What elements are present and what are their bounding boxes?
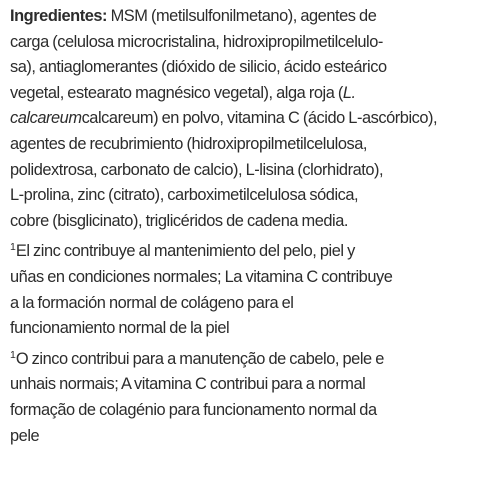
ingredients-line-2: carga (celulosa microcristalina, hidroxipropilmetilcelulo- — [10, 32, 383, 51]
ingredients-line-6: agentes de recubrimiento (hidroxipropilmetilcelulosa, — [10, 134, 367, 153]
claim-es-line-3: a la formación normal de colágeno para el — [10, 293, 294, 312]
claim-es-line-2: uñas en condiciones normales; La vitamina C contribuye — [10, 267, 393, 286]
ingredients-text: vegetal, estearato magnésico vegetal), alga roja ( — [10, 83, 343, 102]
footnote-marker: 1 — [10, 241, 16, 254]
claim-pt-line-2: unhais normais; A vitamina C contribui para a normal — [10, 375, 366, 394]
claim-es-line-1 — [10, 239, 496, 265]
ingredients-label: Ingredientes: — [10, 7, 108, 25]
ingredients-paragraph — [10, 4, 496, 234]
claim-pt-line-1 — [10, 347, 496, 373]
claim-pt-line-3: formação de colagénio para funcionamento normal da — [10, 400, 377, 419]
ingredients-line-8: L-prolina, zinc (citrato), carboximetilcelulosa sódica, — [10, 186, 359, 205]
ingredients-line-4 — [10, 81, 496, 107]
claim-spanish-paragraph — [10, 239, 496, 341]
ingredients-text: calcareum) en polvo, vitamina C (ácido L-ascórbico), — [81, 109, 438, 128]
ingredients-line-3: sa), antiaglomerantes (dióxido de silicio, ácido esteárico — [10, 58, 387, 77]
ingredients-text: MSM (metilsulfonilmetano), agentes de — [107, 7, 377, 25]
species-name-italic: L. — [342, 83, 356, 102]
footnote-marker: 1 — [10, 348, 16, 361]
claim-portuguese-paragraph — [10, 347, 496, 449]
ingredients-line-1 — [10, 4, 496, 30]
claim-es-text: El zinc contribuye al mantenimiento del pelo, piel y — [15, 242, 355, 261]
ingredients-line-5 — [10, 106, 496, 132]
ingredients-line-9: cobre (bisglicinato), triglicéridos de cadena media. — [10, 211, 349, 230]
claim-pt-line-4: pele — [10, 426, 40, 445]
species-name-italic: calcareum — [10, 109, 82, 128]
claim-pt-text: O zinco contribui para a manutenção de cabelo, pele e — [15, 349, 384, 368]
ingredients-line-7: polidextrosa, carbonato de calcio), L-lisina (clorhidrato), — [10, 160, 384, 179]
claim-es-line-4: funcionamiento normal de la piel — [10, 319, 230, 338]
